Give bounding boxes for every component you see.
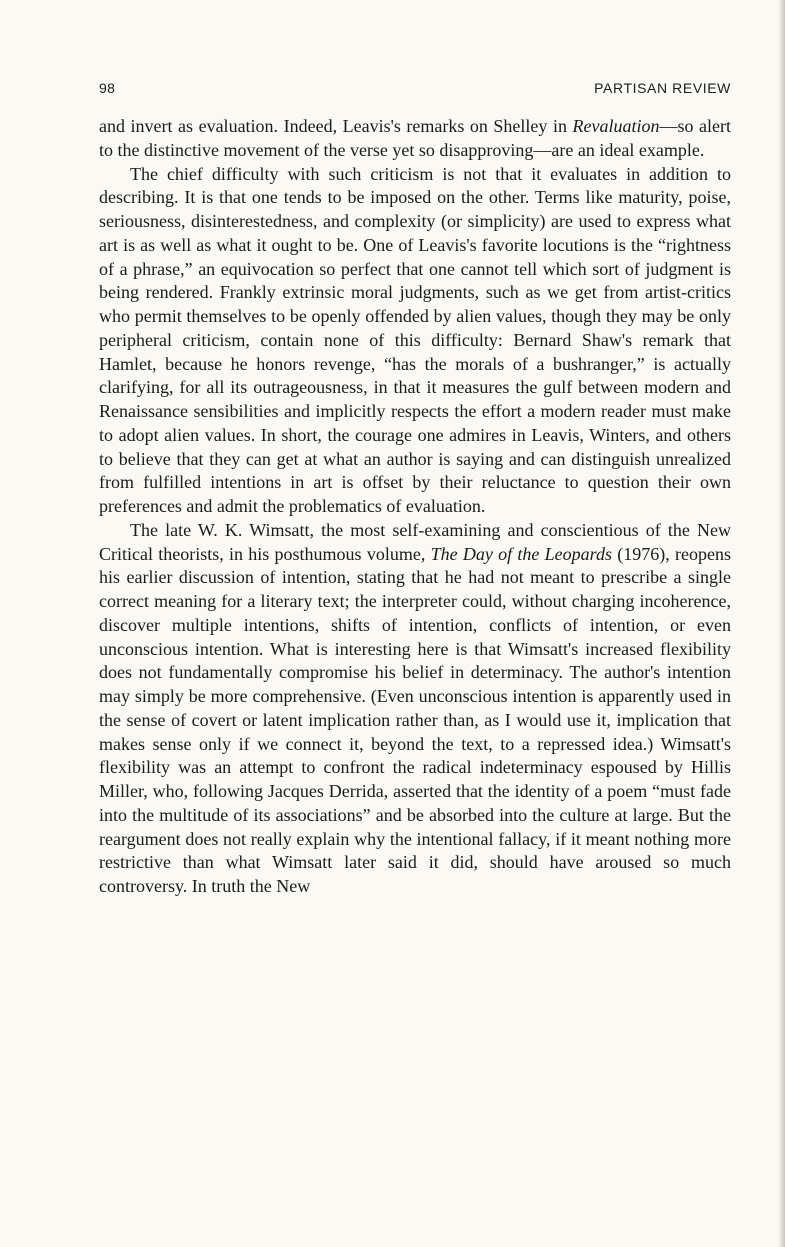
paragraph-3-text: The late W. K. Wimsatt, the most self-examining and conscientious of the New Critical theorists, in his posthumous volume, [99, 519, 731, 564]
book-title-day-of-the-leopards: The Day of the Leopards [430, 543, 612, 564]
paragraph-3 [99, 519, 731, 899]
journal-title: PARTISAN REVIEW [594, 80, 731, 96]
paragraph-1-text: and invert as evaluation. Indeed, Leavis's remarks on Shelley in [99, 116, 573, 136]
paragraph-1-text-cont: —so alert to the distinctive movement of the verse yet so disapproving—are an ideal example. [99, 116, 732, 160]
book-title-revaluation: Revaluation [572, 116, 660, 136]
paragraph-3-text-cont: (1976), reopens his earlier discussion of intention, stating that he had not meant to prescribe a single correct meaning for a literary text; the interpreter could, without charging incoherence, discover multiple intentions, shifts of intention, conflicts of intention, or even unconscious intention. What is interesting here is that Wimsatt's increased flexibility does not fundamentally compromise his belief in determinacy. The author's intention may simply be more comprehensive. (Even unconscious intention is apparently used in the sense of covert or latent implication rather than, as I would use it, implication that makes sense only if we connect it, beyond the text, to a repressed idea.) Wimsatt's flexibility was an attempt to confront the radical indeterminacy espoused by Hillis Miller, who, following Jacques Derrida, asserted that the identity of a poem “must fade into the multitude of its associations” and be absorbed into the culture at large. But the reargument does not really explain why the intentional fallacy, if it meant nothing more restrictive than what Wimsatt later said it did, should have aroused so much controversy. In truth the New [99, 543, 731, 896]
running-head [99, 80, 731, 100]
body-text [99, 115, 731, 899]
paragraph-1 [99, 115, 731, 163]
paragraph-2 [99, 163, 731, 519]
page-edge-shadow [778, 0, 785, 1247]
paragraph-2-text: The chief difficulty with such criticism is not that it evaluates in addition to describing. It is that one tends to be imposed on the other. Terms like maturity, poise, seriousness, disinterestedness, and complexity (or simplicity) are used to express what art is as well as what it ought to be. One of Leavis's favorite locutions is the “rightness of a phrase,” an equivocation so perfect that one cannot tell which sort of judgment is being rendered. Frankly extrinsic moral judgments, such as we get from artist-critics who permit themselves to be openly offended by alien values, though they may be only peripheral criticism, contain none of this difficulty: Bernard Shaw's remark that Hamlet, because he honors revenge, “has the morals of a bushranger,” is actually clarifying, for all its outrageousness, in that it measures the gulf between modern and Renaissance sensibilities and implicitly respects the effort a modern reader must make to adopt alien values. In short, the courage one admires in Leavis, Winters, and others to believe that they can get at what an author is saying and can distinguish unrealized from fulfilled intentions in art is offset by their reluctance to question their own preferences and admit the problematics of evaluation. [99, 163, 731, 516]
page-number: 98 [99, 80, 116, 96]
